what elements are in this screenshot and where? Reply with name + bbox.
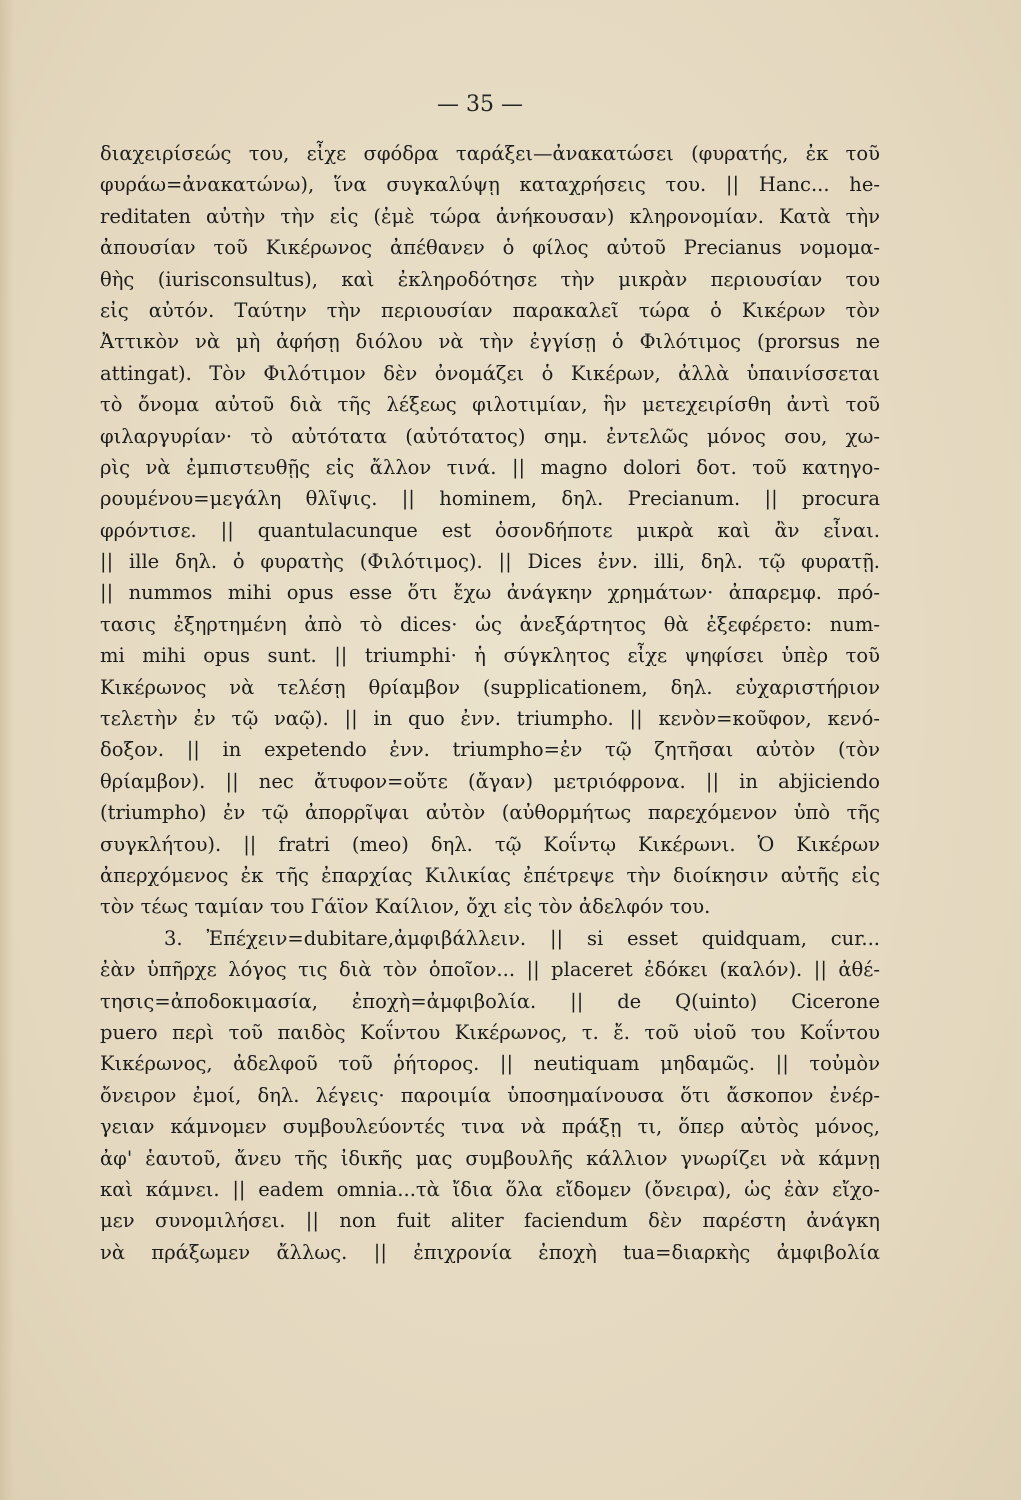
- text-line: reditaten αὐτὴν τὴν εἰς (ἐμὲ τώρα ἀνήκουσαν) κληρονομίαν. Κατὰ τὴν: [100, 204, 880, 228]
- text-line: (triumpho) ἐν τῷ ἀπορρῖψαι αὐτὸν (αὐθορμήτως παρεχόμενον ὑπὸ τῆς: [100, 801, 880, 825]
- text-line: δοξον. || in expetendo ἐνν. triumpho=ἐν τῷ ζητῆσαι αὐτὸν (τὸν: [100, 738, 880, 762]
- text-line: ἐὰν ὑπῆρχε λόγος τις διὰ τὸν ὁποῖον... || placeret ἐδόκει (καλόν). || ἀθέ-: [100, 958, 880, 982]
- text-line: τὸ ὄνομα αὐτοῦ διὰ τῆς λέξεως φιλοτιμίαν, ἣν μετεχειρίσθη ἀντὶ τοῦ: [100, 393, 880, 417]
- text-line: ἀπουσίαν τοῦ Κικέρωνος ἀπέθανεν ὁ φίλος αὐτοῦ Precianus νομομα-: [100, 236, 880, 260]
- text-line: φυράω=ἀνακατώνω), ἵνα συγκαλύψῃ καταχρήσεις του. || Hanc... he-: [100, 173, 880, 197]
- commentary-text: [100, 138, 880, 1268]
- text-line: μεν συνομιλήσει. || non fuit aliter faciendum δὲν παρέστη ἀνάγκη: [100, 1209, 880, 1233]
- page-binding-shadow: [0, 0, 14, 1500]
- text-line: ρουμένου=μεγάλη θλῖψις. || hominem, δηλ. Precianum. || procura: [100, 487, 880, 511]
- text-line: Κικέρωνος νὰ τελέσῃ θρίαμβον (supplicationem, δηλ. εὐχαριστήριον: [100, 675, 880, 699]
- text-line: ἀπερχόμενος ἐκ τῆς ἐπαρχίας Κιλικίας ἐπέτρεψε τὴν διοίκησιν αὐτῆς εἰς: [100, 863, 880, 887]
- text-line: Κικέρωνος, ἀδελφοῦ τοῦ ῥήτορος. || neutiquam μηδαμῶς. || τοὐμὸν: [100, 1052, 880, 1076]
- text-line: θὴς (iurisconsultus), καὶ ἐκληροδότησε τὴν μικρὰν περιουσίαν του: [100, 267, 880, 291]
- text-line: τασις ἐξηρτημένη ἀπὸ τὸ dices· ὡς ἀνεξάρτητος θὰ ἐξεφέρετο: num-: [100, 612, 880, 636]
- text-line: Ἀττικὸν νὰ μὴ ἀφήσῃ διόλου νὰ τὴν ἐγγίσῃ ὁ Φιλότιμος (prorsus ne: [100, 330, 880, 354]
- text-line: καὶ κάμνει. || eadem omnia...τὰ ἴδια ὅλα εἴδομεν (ὄνειρα), ὡς ἐὰν εἴχο-: [100, 1177, 880, 1201]
- text-line: ἀφ' ἑαυτοῦ, ἄνευ τῆς ἰδικῆς μας συμβουλῆς κάλλιον γνωρίζει νὰ κάμνῃ: [100, 1146, 880, 1170]
- text-line: ρὶς νὰ ἐμπιστευθῇς εἰς ἄλλον τινά. || magno dolori δοτ. τοῦ κατηγο-: [100, 455, 880, 479]
- text-line: θρίαμβον). || nec ἄτυφον=οὔτε (ἄγαν) μετριόφρονα. || in abjiciendo: [100, 769, 880, 793]
- text-line: εἰς αὐτόν. Ταύτην τὴν περιουσίαν παρακαλεῖ τώρα ὁ Κικέρων τὸν: [100, 298, 880, 322]
- text-line: || nummos mihi opus esse ὅτι ἔχω ἀνάγκην χρημάτων· ἀπαρεμφ. πρό-: [100, 581, 880, 605]
- text-line: τὸν τέως ταμίαν του Γάϊον Καίλιον, ὄχι εἰς τὸν ἀδελφόν του.: [100, 895, 711, 919]
- text-line: || ille δηλ. ὁ φυρατὴς (Φιλότιμος). || Dices ἐνν. illi, δηλ. τῷ φυρατῇ.: [100, 550, 880, 574]
- text-line: τησις=ἀποδοκιμασία, ἐποχὴ=ἀμφιβολία. || de Q(uinto) Cicerone: [100, 989, 880, 1013]
- text-line: διαχειρίσεώς του, εἶχε σφόδρα ταράξει—ἀνακατώσει (φυρατής, ἐκ τοῦ: [100, 142, 880, 165]
- text-line: τελετὴν ἐν τῷ ναῷ). || in quo ἐνν. triumpho. || κενὸν=κοῦφον, κενό-: [100, 707, 880, 731]
- text-line: attingat). Τὸν Φιλότιμον δὲν ὀνομάζει ὁ Κικέρων, ἀλλὰ ὑπαινίσσεται: [100, 361, 880, 385]
- text-line: puero περὶ τοῦ παιδὸς Κοΐντου Κικέρωνος, τ. ἔ. τοῦ υἱοῦ του Κοΐντου: [100, 1020, 880, 1044]
- paragraph-start-line: 3. Ἐπέχειν=dubitare,ἀμφιβάλλειν. || si esset quidquam, cur...: [164, 926, 880, 950]
- text-line: mi mihi opus sunt. || triumphi· ἡ σύγκλητος εἶχε ψηφίσει ὑπὲρ τοῦ: [100, 644, 880, 668]
- text-line: συγκλήτου). || fratri (meo) δηλ. τῷ Κοΐντῳ Κικέρωνι. Ὁ Κικέρων: [100, 832, 880, 856]
- text-line: νὰ πράξωμεν ἄλλως. || ἐπιχρονία ἐποχὴ tua=διαρκὴς ἀμφιβολία: [100, 1240, 880, 1264]
- text-line: φιλαργυρίαν· τὸ αὐτότατα (αὐτότατος) σημ. ἐντελῶς μόνος σου, χω-: [100, 424, 880, 448]
- text-line: ὄνειρον ἐμοί, δηλ. λέγεις· παροιμία ὑποσημαίνουσα ὅτι ἄσκοπον ἐνέρ-: [100, 1083, 880, 1107]
- page-number: — 35 —: [437, 92, 523, 117]
- text-line: φρόντισε. || quantulacunque est ὁσονδήποτε μικρὰ καὶ ἂν εἶναι.: [100, 518, 880, 542]
- text-line: γειαν κάμνομεν συμβουλεύοντές τινα νὰ πράξῃ τι, ὅπερ αὐτὸς μόνος,: [100, 1115, 880, 1139]
